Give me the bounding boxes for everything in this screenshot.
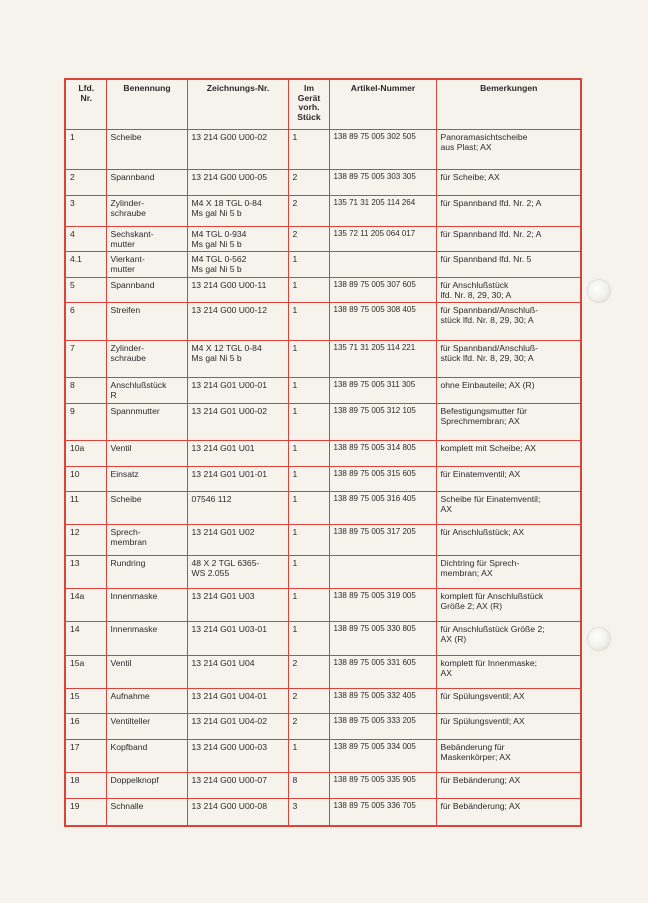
cell-lfd-nr: 1 [65, 129, 106, 170]
cell-benennung: Spannband [106, 170, 187, 196]
cell-artikel-nummer: 135 72 11 205 064 017 [329, 226, 436, 252]
cell-artikel-nummer: 138 89 75 005 316 405 [329, 492, 436, 525]
cell-bemerkung: komplett mit Scheibe; AX [436, 441, 581, 467]
punch-hole-upper [588, 280, 610, 302]
cell-benennung: Innenmaske [106, 589, 187, 622]
cell-stueck: 2 [288, 226, 329, 252]
table-row [65, 466, 581, 492]
cell-lfd-nr: 19 [65, 798, 106, 826]
cell-zeichnungs-nr: M4 TGL 0-562 Ms gal Ni 5 b [187, 252, 288, 278]
cell-artikel-nummer: 138 89 75 005 335 905 [329, 772, 436, 798]
cell-lfd-nr: 8 [65, 378, 106, 404]
cell-stueck: 1 [288, 277, 329, 303]
cell-artikel-nummer: 135 71 31 205 114 221 [329, 340, 436, 377]
cell-artikel-nummer: 138 89 75 005 336 705 [329, 798, 436, 826]
cell-bemerkung: Scheibe für Einatemventil; AX [436, 492, 581, 525]
cell-zeichnungs-nr: 13 214 G01 U04-01 [187, 688, 288, 714]
header-lfd-nr: Lfd. Nr. [65, 79, 106, 129]
cell-lfd-nr: 18 [65, 772, 106, 798]
cell-benennung: Streifen [106, 303, 187, 340]
cell-bemerkung: für Einatemventil; AX [436, 466, 581, 492]
table-row [65, 589, 581, 622]
table-row [65, 772, 581, 798]
table-row [65, 378, 581, 404]
cell-bemerkung: für Anschlußstück; AX [436, 525, 581, 556]
cell-zeichnungs-nr: 13 214 G00 U00-11 [187, 277, 288, 303]
table-body [65, 129, 581, 826]
cell-zeichnungs-nr: 13 214 G00 U00-03 [187, 739, 288, 772]
cell-stueck: 1 [288, 589, 329, 622]
cell-benennung: Sprech- membran [106, 525, 187, 556]
cell-benennung: Spannband [106, 277, 187, 303]
cell-zeichnungs-nr: 13 214 G01 U02 [187, 525, 288, 556]
cell-benennung: Ventilteller [106, 714, 187, 740]
cell-artikel-nummer: 135 71 31 205 114 264 [329, 195, 436, 226]
cell-zeichnungs-nr: 48 X 2 TGL 6365- WS 2.055 [187, 556, 288, 589]
table-row [65, 226, 581, 252]
table-row [65, 340, 581, 377]
cell-lfd-nr: 11 [65, 492, 106, 525]
cell-zeichnungs-nr: 13 214 G01 U00-02 [187, 403, 288, 440]
cell-stueck: 1 [288, 622, 329, 655]
cell-artikel-nummer: 138 89 75 005 315 605 [329, 466, 436, 492]
cell-artikel-nummer: 138 89 75 005 308 405 [329, 303, 436, 340]
cell-zeichnungs-nr: 13 214 G00 U00-05 [187, 170, 288, 196]
cell-artikel-nummer: 138 89 75 005 330 805 [329, 622, 436, 655]
cell-stueck: 1 [288, 378, 329, 404]
table-row [65, 403, 581, 440]
cell-zeichnungs-nr: 13 214 G01 U04 [187, 655, 288, 688]
cell-lfd-nr: 10 [65, 466, 106, 492]
cell-stueck: 1 [288, 492, 329, 525]
cell-bemerkung: für Spannband lfd. Nr. 2; A [436, 195, 581, 226]
cell-stueck: 8 [288, 772, 329, 798]
cell-benennung: Ventil [106, 441, 187, 467]
cell-lfd-nr: 6 [65, 303, 106, 340]
cell-bemerkung: für Spannband/Anschluß- stück lfd. Nr. 8, 29, 30; A [436, 303, 581, 340]
cell-lfd-nr: 7 [65, 340, 106, 377]
cell-stueck: 2 [288, 655, 329, 688]
cell-bemerkung: komplett für Anschlußstück Größe 2; AX (R) [436, 589, 581, 622]
cell-lfd-nr: 2 [65, 170, 106, 196]
cell-artikel-nummer: 138 89 75 005 314 805 [329, 441, 436, 467]
cell-stueck: 1 [288, 441, 329, 467]
table-row [65, 798, 581, 826]
cell-zeichnungs-nr: 07546 112 [187, 492, 288, 525]
cell-benennung: Kopfband [106, 739, 187, 772]
cell-stueck: 1 [288, 252, 329, 278]
cell-bemerkung: Panoramasichtscheibe aus Plast; AX [436, 129, 581, 170]
cell-stueck: 1 [288, 303, 329, 340]
cell-artikel-nummer: 138 89 75 005 311 305 [329, 378, 436, 404]
cell-stueck: 1 [288, 525, 329, 556]
cell-bemerkung: für Anschlußstück lfd. Nr. 8, 29, 30; A [436, 277, 581, 303]
cell-artikel-nummer: 138 89 75 005 307 605 [329, 277, 436, 303]
header-benennung: Benennung [106, 79, 187, 129]
cell-bemerkung: für Spülungsventil; AX [436, 714, 581, 740]
cell-artikel-nummer: 138 89 75 005 332 405 [329, 688, 436, 714]
cell-benennung: Scheibe [106, 129, 187, 170]
cell-lfd-nr: 9 [65, 403, 106, 440]
cell-artikel-nummer: 138 89 75 005 319 005 [329, 589, 436, 622]
parts-list-table [64, 78, 582, 827]
cell-zeichnungs-nr: 13 214 G00 U00-08 [187, 798, 288, 826]
cell-bemerkung: für Bebänderung; AX [436, 772, 581, 798]
table-row [65, 170, 581, 196]
header-stueck: Im Gerät vorh. Stück [288, 79, 329, 129]
cell-lfd-nr: 3 [65, 195, 106, 226]
table-header-row [65, 79, 581, 129]
table-row [65, 739, 581, 772]
cell-artikel-nummer: 138 89 75 005 334 005 [329, 739, 436, 772]
cell-zeichnungs-nr: M4 TGL 0-934 Ms gal Ni 5 b [187, 226, 288, 252]
cell-zeichnungs-nr: 13 214 G00 U00-07 [187, 772, 288, 798]
cell-artikel-nummer: 138 89 75 005 333 205 [329, 714, 436, 740]
cell-benennung: Anschlußstück R [106, 378, 187, 404]
cell-artikel-nummer: 138 89 75 005 317 205 [329, 525, 436, 556]
cell-stueck: 2 [288, 688, 329, 714]
cell-bemerkung: für Spannband/Anschluß- stück lfd. Nr. 8, 29, 30; A [436, 340, 581, 377]
table-row [65, 655, 581, 688]
cell-benennung: Aufnahme [106, 688, 187, 714]
cell-benennung: Scheibe [106, 492, 187, 525]
cell-lfd-nr: 17 [65, 739, 106, 772]
cell-benennung: Zylinder- schraube [106, 340, 187, 377]
cell-stueck: 1 [288, 129, 329, 170]
cell-benennung: Doppelknopf [106, 772, 187, 798]
cell-lfd-nr: 13 [65, 556, 106, 589]
table-row [65, 129, 581, 170]
cell-zeichnungs-nr: 13 214 G01 U01-01 [187, 466, 288, 492]
cell-lfd-nr: 4.1 [65, 252, 106, 278]
cell-bemerkung: Bebänderung für Maskenkörper; AX [436, 739, 581, 772]
cell-benennung: Innenmaske [106, 622, 187, 655]
cell-bemerkung: Befestigungsmutter für Sprechmembran; AX [436, 403, 581, 440]
cell-stueck: 1 [288, 466, 329, 492]
cell-artikel-nummer [329, 252, 436, 278]
cell-benennung: Ventil [106, 655, 187, 688]
punch-hole-lower [588, 628, 610, 650]
cell-artikel-nummer: 138 89 75 005 312 105 [329, 403, 436, 440]
header-artikel-nummer: Artikel-Nummer [329, 79, 436, 129]
cell-bemerkung: komplett für Innenmaske; AX [436, 655, 581, 688]
cell-benennung: Spannmutter [106, 403, 187, 440]
cell-zeichnungs-nr: 13 214 G00 U00-12 [187, 303, 288, 340]
cell-artikel-nummer [329, 556, 436, 589]
table-row [65, 303, 581, 340]
cell-bemerkung: für Spannband lfd. Nr. 2; A [436, 226, 581, 252]
cell-lfd-nr: 16 [65, 714, 106, 740]
cell-stueck: 2 [288, 195, 329, 226]
cell-stueck: 1 [288, 556, 329, 589]
cell-bemerkung: für Bebänderung; AX [436, 798, 581, 826]
cell-bemerkung: für Spannband lfd. Nr. 5 [436, 252, 581, 278]
cell-bemerkung: Dichtring für Sprech- membran; AX [436, 556, 581, 589]
cell-artikel-nummer: 138 89 75 005 302 505 [329, 129, 436, 170]
cell-bemerkung: für Anschlußstück Größe 2; AX (R) [436, 622, 581, 655]
cell-artikel-nummer: 138 89 75 005 331 605 [329, 655, 436, 688]
header-zeichnungs-nr: Zeichnungs-Nr. [187, 79, 288, 129]
cell-zeichnungs-nr: 13 214 G00 U00-02 [187, 129, 288, 170]
table-row [65, 252, 581, 278]
cell-lfd-nr: 12 [65, 525, 106, 556]
cell-lfd-nr: 15a [65, 655, 106, 688]
cell-zeichnungs-nr: 13 214 G01 U01 [187, 441, 288, 467]
table-row [65, 277, 581, 303]
cell-stueck: 1 [288, 340, 329, 377]
cell-lfd-nr: 14a [65, 589, 106, 622]
cell-lfd-nr: 5 [65, 277, 106, 303]
cell-lfd-nr: 15 [65, 688, 106, 714]
cell-benennung: Sechskant- mutter [106, 226, 187, 252]
cell-lfd-nr: 4 [65, 226, 106, 252]
table-row [65, 195, 581, 226]
cell-bemerkung: für Scheibe; AX [436, 170, 581, 196]
cell-zeichnungs-nr: 13 214 G01 U03-01 [187, 622, 288, 655]
cell-zeichnungs-nr: M4 X 18 TGL 0-84 Ms gal Ni 5 b [187, 195, 288, 226]
table-row [65, 622, 581, 655]
table-row [65, 492, 581, 525]
cell-benennung: Schnalle [106, 798, 187, 826]
header-bemerkungen: Bemerkungen [436, 79, 581, 129]
cell-zeichnungs-nr: 13 214 G01 U03 [187, 589, 288, 622]
cell-benennung: Vierkant- mutter [106, 252, 187, 278]
cell-zeichnungs-nr: 13 214 G01 U00-01 [187, 378, 288, 404]
table-row [65, 441, 581, 467]
cell-lfd-nr: 10a [65, 441, 106, 467]
cell-benennung: Zylinder- schraube [106, 195, 187, 226]
cell-zeichnungs-nr: M4 X 12 TGL 0-84 Ms gal Ni 5 b [187, 340, 288, 377]
cell-stueck: 2 [288, 714, 329, 740]
table-row [65, 688, 581, 714]
cell-bemerkung: ohne Einbauteile; AX (R) [436, 378, 581, 404]
cell-zeichnungs-nr: 13 214 G01 U04-02 [187, 714, 288, 740]
table-row [65, 714, 581, 740]
table-row [65, 525, 581, 556]
cell-artikel-nummer: 138 89 75 005 303 305 [329, 170, 436, 196]
cell-stueck: 2 [288, 170, 329, 196]
cell-bemerkung: für Spülungsventil; AX [436, 688, 581, 714]
cell-stueck: 1 [288, 403, 329, 440]
table-row [65, 556, 581, 589]
cell-benennung: Rundring [106, 556, 187, 589]
cell-lfd-nr: 14 [65, 622, 106, 655]
cell-benennung: Einsatz [106, 466, 187, 492]
cell-stueck: 1 [288, 739, 329, 772]
cell-stueck: 3 [288, 798, 329, 826]
